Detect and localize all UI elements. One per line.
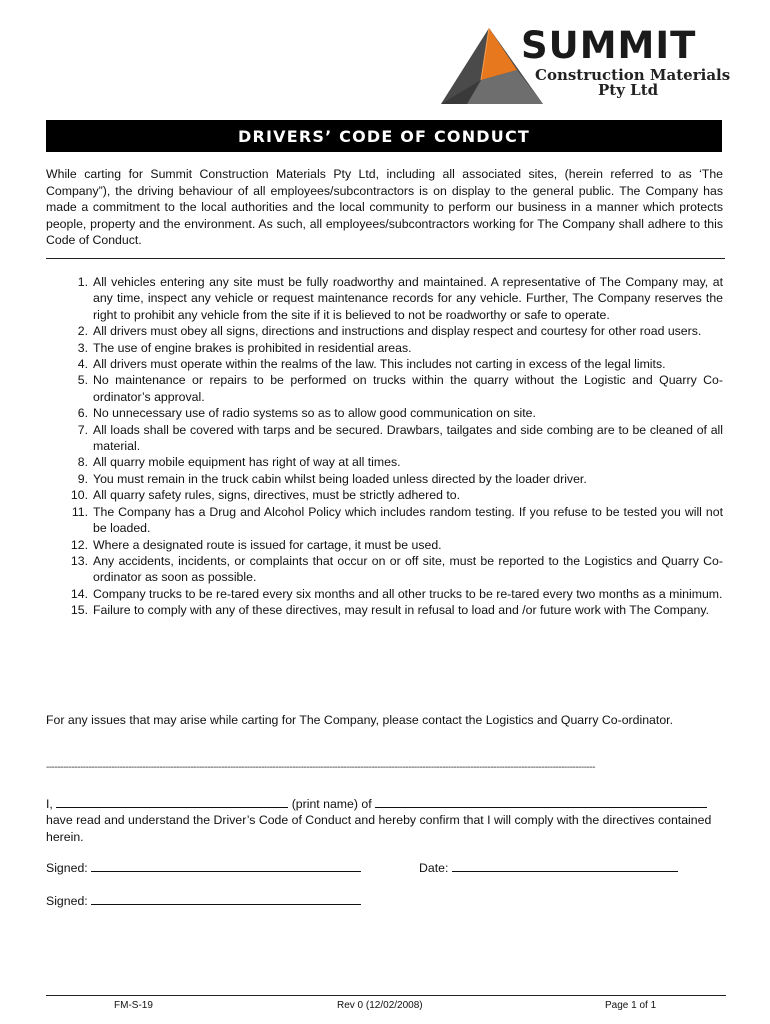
- list-item-text: All vehicles entering any site must be fully roadworthy and maintained. A representative of The Company may, at any time, inspect any vehicle or request maintenance records for any vehicle. Further, The Company reserves the right to prohibit any vehicle from the site if it is believed to not be roadworthy or safe to operate.: [93, 275, 723, 322]
- list-item: [46, 553, 723, 586]
- list-item-text: No unnecessary use of radio systems so as to allow good communication on site.: [93, 406, 536, 421]
- list-item-number: 5.: [77, 373, 88, 388]
- date-label: Date:: [419, 861, 449, 875]
- list-item-number: 12.: [70, 537, 88, 552]
- list-item-number: 14.: [70, 586, 88, 601]
- date-field[interactable]: [452, 859, 678, 872]
- rules-list: [46, 274, 723, 619]
- signature-row-2: [46, 892, 361, 909]
- list-item: [46, 537, 723, 553]
- list-item-text: All quarry safety rules, signs, directives, must be strictly adhered to.: [93, 488, 461, 503]
- list-item-text: All drivers must operate within the realms of the law. This includes not carting in excess of the legal limits.: [93, 357, 666, 372]
- section-divider: [46, 258, 725, 259]
- list-item-number: 8.: [77, 455, 88, 470]
- cut-line: --------------------------------------------------------------------------------------------------------------------------------------------------------------------------------------------------: [46, 762, 596, 773]
- signature-field-2[interactable]: [91, 892, 361, 905]
- document-title: DRIVERS’ CODE OF CONDUCT: [46, 120, 722, 152]
- list-item: [46, 422, 723, 455]
- footer-divider: [46, 995, 726, 996]
- list-item-text: All quarry mobile equipment has right of way at all times.: [93, 455, 401, 470]
- signature-field[interactable]: [91, 859, 361, 872]
- list-item-number: 4.: [77, 357, 88, 372]
- list-item-number: 10.: [70, 488, 88, 503]
- list-item-number: 11.: [71, 504, 88, 519]
- contact-note: For any issues that may arise while carting for The Company, please contact the Logistics and Quarry Co-ordinator.: [46, 713, 673, 727]
- declaration-prefix: I,: [46, 797, 53, 811]
- list-item: [46, 602, 723, 618]
- list-item-text: You must remain in the truck cabin whilst being loaded unless directed by the loader driver.: [93, 471, 587, 486]
- declaration: [46, 795, 726, 845]
- list-item-text: No maintenance or repairs to be performed on trucks within the quarry without the Logistic and Quarry Co-ordinator’s approval.: [93, 373, 723, 404]
- page-number: Page 1 of 1: [605, 1000, 657, 1011]
- revision: Rev 0 (12/02/2008): [337, 1000, 423, 1011]
- list-item: [46, 356, 723, 372]
- list-item-number: 1.: [77, 275, 88, 289]
- logo-subtitle: Construction Materials: [535, 66, 731, 84]
- signed-label-2: Signed:: [46, 894, 88, 908]
- list-item-number: 2.: [77, 324, 88, 339]
- list-item: [46, 454, 723, 470]
- list-item: [46, 504, 723, 537]
- list-item-number: 9.: [77, 471, 88, 486]
- list-item-number: 6.: [77, 406, 88, 421]
- print-name-label: (print name) of: [291, 797, 372, 811]
- form-code: FM-S-19: [114, 1000, 153, 1011]
- list-item: [46, 372, 723, 405]
- company-field[interactable]: [375, 795, 707, 808]
- list-item: [46, 274, 723, 323]
- list-item: [46, 340, 723, 356]
- list-item-text: All loads shall be covered with tarps and be secured. Drawbars, tailgates and side combing are to be cleaned of all material.: [93, 422, 723, 454]
- list-item-text: Any accidents, incidents, or complaints that occur on or off site, must be reported to the Logistics and Quarry Co-ordinator as soon as possible.: [93, 553, 723, 585]
- signed-label: Signed:: [46, 861, 88, 875]
- list-item-text: All drivers must obey all signs, directions and instructions and display respect and courtesy for other road users.: [93, 324, 702, 339]
- list-item: [46, 471, 723, 487]
- list-item: [46, 487, 723, 503]
- list-item-text: Failure to comply with any of these directives, may result in refusal to load and /or future work with The Company.: [93, 603, 710, 618]
- list-item-text: Where a designated route is issued for cartage, it must be used.: [93, 537, 442, 552]
- list-item-number: 13.: [70, 553, 88, 568]
- date-row: [419, 859, 678, 876]
- list-item-number: 15.: [70, 603, 88, 618]
- logo-subtitle-2: Pty Ltd: [598, 81, 659, 99]
- list-item-text: The Company has a Drug and Alcohol Policy which includes random testing. If you refuse to be tested you will not be loaded.: [93, 504, 723, 536]
- logo-wordmark: SUMMIT: [521, 24, 697, 67]
- company-logo: [437, 22, 731, 106]
- list-item-text: The use of engine brakes is prohibited in residential areas.: [93, 340, 412, 355]
- signature-row: [46, 859, 361, 876]
- declaration-body: have read and understand the Driver’s Code of Conduct and hereby confirm that I will comply with the directives contained herein.: [46, 813, 712, 844]
- name-field[interactable]: [56, 795, 288, 808]
- list-item: [46, 405, 723, 421]
- list-item-text: Company trucks to be re-tared every six months and all other trucks to be re-tared every two months as a minimum.: [93, 586, 723, 601]
- list-item: [46, 586, 723, 602]
- intro-paragraph: While carting for Summit Construction Materials Pty Ltd, including all associated sites, (herein referred to as ‘The Company”), the driving behaviour of all employees/subcontractors is on display to the general public. The Company has made a commitment to the local authorities and the local community to perform our business in a manner which protects people, property and the environment. As such, all employees/subcontractors working for The Company shall adhere to this Code of Conduct.: [46, 167, 723, 248]
- list-item-number: 7.: [77, 422, 88, 437]
- list-item-number: 3.: [77, 340, 88, 355]
- list-item: [46, 323, 723, 339]
